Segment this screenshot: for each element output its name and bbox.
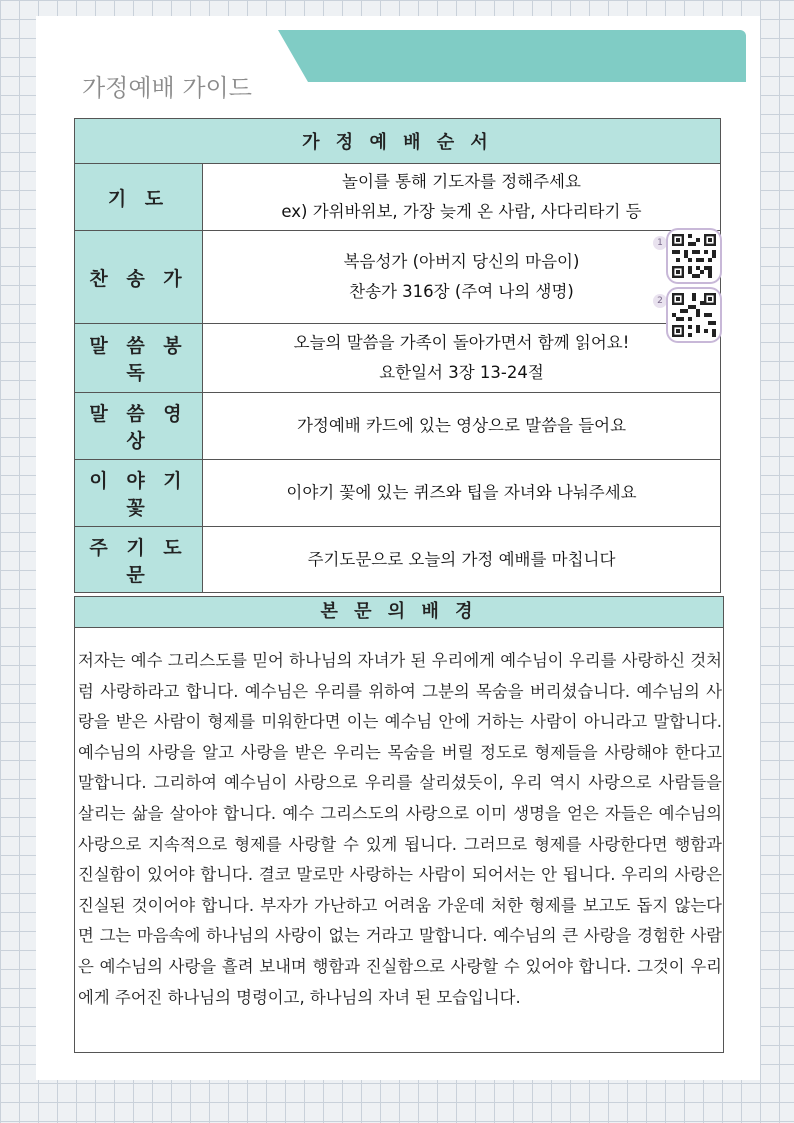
table-row [75,393,721,460]
qr-code-icon[interactable] [668,230,720,282]
row-content-scripture-reading [203,324,721,393]
qr-code-icon[interactable] [668,289,720,341]
content-line: 찬송가 316장 (주여 나의 생명) [349,282,574,301]
page-title: 가정예배 가이드 [82,74,252,102]
worship-order-table [74,118,721,593]
qr-code-graphic [672,293,716,337]
content-line: ex) 가위바위보, 가장 늦게 온 사람, 사다리타기 등 [281,202,642,221]
row-label-scripture-reading: 말 씀 봉 독 [75,324,203,393]
background-section-title: 본 문 의 배 경 [74,596,724,628]
background-body-text: 저자는 예수 그리스도를 믿어 하나님의 자녀가 된 우리에게 예수님이 우리를 사랑하신 것처럼 사랑하라고 합니다. 예수님은 우리를 위하여 그분의 목숨을 버리셨습니다. 예수님의 사랑을 받은 사람이 형제를 미워한다면 이는 예수님 안에 거하는 사람이 아니라고 말합니다. 예수님의 사랑을 알고 사랑을 받은 우리는 목숨을 버릴 정도로 형제들을 사랑해야 한다고 말합니다. 그리하여 예수님이 사랑으로 우리를 살리셨듯이, 우리 역시 사랑으로 사람들을 살리는 삶을 살아야 합니다. 예수 그리스도의 사랑으로 이미 생명을 얻은 자들은 예수님의 사랑으로 지속적으로 형제를 사랑할 수 있게 됩니다. 그러므로 형제를 사랑한다면 행함과 진실함이 있어야 합니다. 결코 말로만 사랑하는 사람이 되어서는 안 됩니다. 우리의 사랑은 진실된 것이어야 합니다. 부자가 가난하고 어려움 가운데 처한 형제를 보고도 돕지 않는다면 그는 마음속에 하나님의 사랑이 없는 거라고 말합니다. 예수님의 큰 사랑을 경험한 사람은 예수님의 사랑을 흘려 보내며 행함과 진실함으로 사랑할 수 있어야 합니다. 그것이 우리에게 주어진 하나님의 명령이고, 하나님의 자녀 된 모습입니다. [78,651,722,1007]
content-line: 주기도문으로 오늘의 가정 예배를 마칩니다 [307,549,616,569]
content-line: 놀이를 통해 기도자를 정해주세요 [342,172,581,191]
content-line: 요한일서 3장 13-24절 [379,363,544,382]
row-label-story-flower: 이 야 기 꽃 [75,460,203,527]
order-table-title: 가 정 예 배 순 서 [75,119,721,164]
row-label-lords-prayer: 주 기 도 문 [75,527,203,593]
content-line: 오늘의 말씀을 가족이 돌아가면서 함께 읽어요! [293,333,630,352]
row-content-prayer [203,164,721,231]
row-label-scripture-video: 말 씀 영 상 [75,393,203,460]
table-row [75,527,721,593]
background-section-box [74,627,724,1053]
qr-code-graphic [672,234,716,278]
row-content-hymn [203,231,721,324]
row-content-scripture-video [203,393,721,460]
table-row [75,460,721,527]
table-row [75,324,721,393]
row-label-hymn: 찬 송 가 [75,231,203,324]
table-row [75,231,721,324]
qr-number-badge: 2 [653,294,667,308]
content-line: 가정예배 카드에 있는 영상으로 말씀을 들어요 [296,416,627,435]
row-label-prayer: 기 도 [75,164,203,231]
qr-number-badge: 1 [653,236,667,250]
table-row [75,164,721,231]
row-content-lords-prayer [203,527,721,593]
content-line: 이야기 꽃에 있는 퀴즈와 팁을 자녀와 나눠주세요 [286,483,637,502]
content-line: 복음성가 (아버지 당신의 마음이) [343,252,580,271]
row-content-story-flower [203,460,721,527]
header-accent-tab [278,30,746,82]
